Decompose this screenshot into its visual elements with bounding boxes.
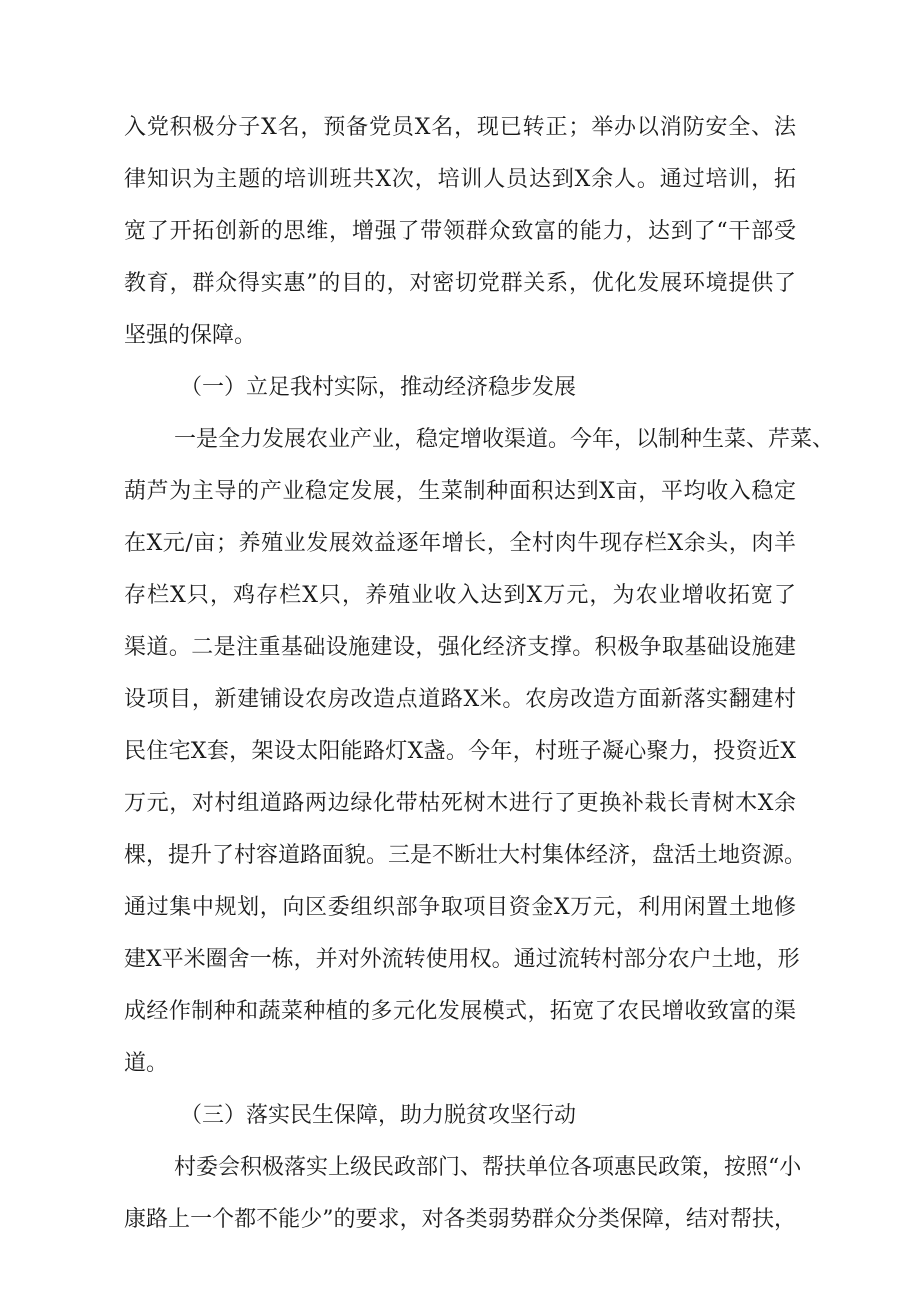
paragraph-line: 村委会积极落实上级民政部门、帮扶单位各项惠民政策，按照“小 bbox=[174, 1155, 802, 1180]
section-heading: （三）落实民生保障，助力脱贫攻坚行动 bbox=[180, 1103, 577, 1128]
paragraph-line: 渠道。二是注重基础设施建设，强化经济支撑。积极争取基础设施建 bbox=[124, 635, 796, 660]
paragraph-line: 教育，群众得实惠”的目的，对密切党群关系，优化发展环境提供了 bbox=[124, 271, 796, 296]
paragraph-line: 律知识为主题的培训班共X次，培训人员达到X余人。通过培训，拓 bbox=[124, 167, 796, 192]
paragraph-line: 道。 bbox=[124, 1051, 169, 1076]
paragraph-line: 通过集中规划，向区委组织部争取项目资金X万元，利用闲置土地修 bbox=[124, 895, 796, 920]
paragraph-line: 葫芦为主导的产业稳定发展，生菜制种面积达到X亩，平均收入稳定 bbox=[124, 479, 796, 504]
paragraph-line: 设项目，新建铺设农房改造点道路X米。农房改造方面新落实翻建村 bbox=[124, 687, 796, 712]
paragraph-line: 在X元/亩；养殖业发展效益逐年增长，全村肉牛现存栏X余头，肉羊 bbox=[124, 531, 796, 556]
paragraph-line: 成经作制种和蔬菜种植的多元化发展模式，拓宽了农民增收致富的渠 bbox=[124, 999, 796, 1024]
paragraph-line: 宽了开拓创新的思维，增强了带领群众致富的能力，达到了“干部受 bbox=[124, 219, 796, 244]
paragraph-line: 棵，提升了村容道路面貌。三是不断壮大村集体经济，盘活土地资源。 bbox=[124, 843, 807, 868]
section-heading: （一）立足我村实际，推动经济稳步发展 bbox=[180, 375, 577, 400]
paragraph-line: 一是全力发展农业产业，稳定增收渠道。今年，以制种生菜、芹菜、 bbox=[174, 427, 835, 452]
paragraph-line: 康路上一个都不能少”的要求，对各类弱势群众分类保障，结对帮扶， bbox=[124, 1207, 796, 1232]
paragraph-line: 建X平米圈舍一栋，并对外流转使用权。通过流转村部分农户土地，形 bbox=[124, 947, 800, 972]
paragraph-line: 存栏X只，鸡存栏X只，养殖业收入达到X万元，为农业增收拓宽了 bbox=[124, 583, 796, 608]
paragraph-line: 民住宅X套，架设太阳能路灯X盏。今年，村班子凝心聚力，投资近X bbox=[124, 739, 796, 764]
paragraph-line: 坚强的保障。 bbox=[124, 323, 257, 348]
paragraph-line: 万元，对村组道路两边绿化带枯死树木进行了更换补栽长青树木X余 bbox=[124, 791, 796, 816]
paragraph-line: 入党积极分子X名，预备党员X名，现已转正；举办以消防安全、法 bbox=[124, 115, 796, 140]
